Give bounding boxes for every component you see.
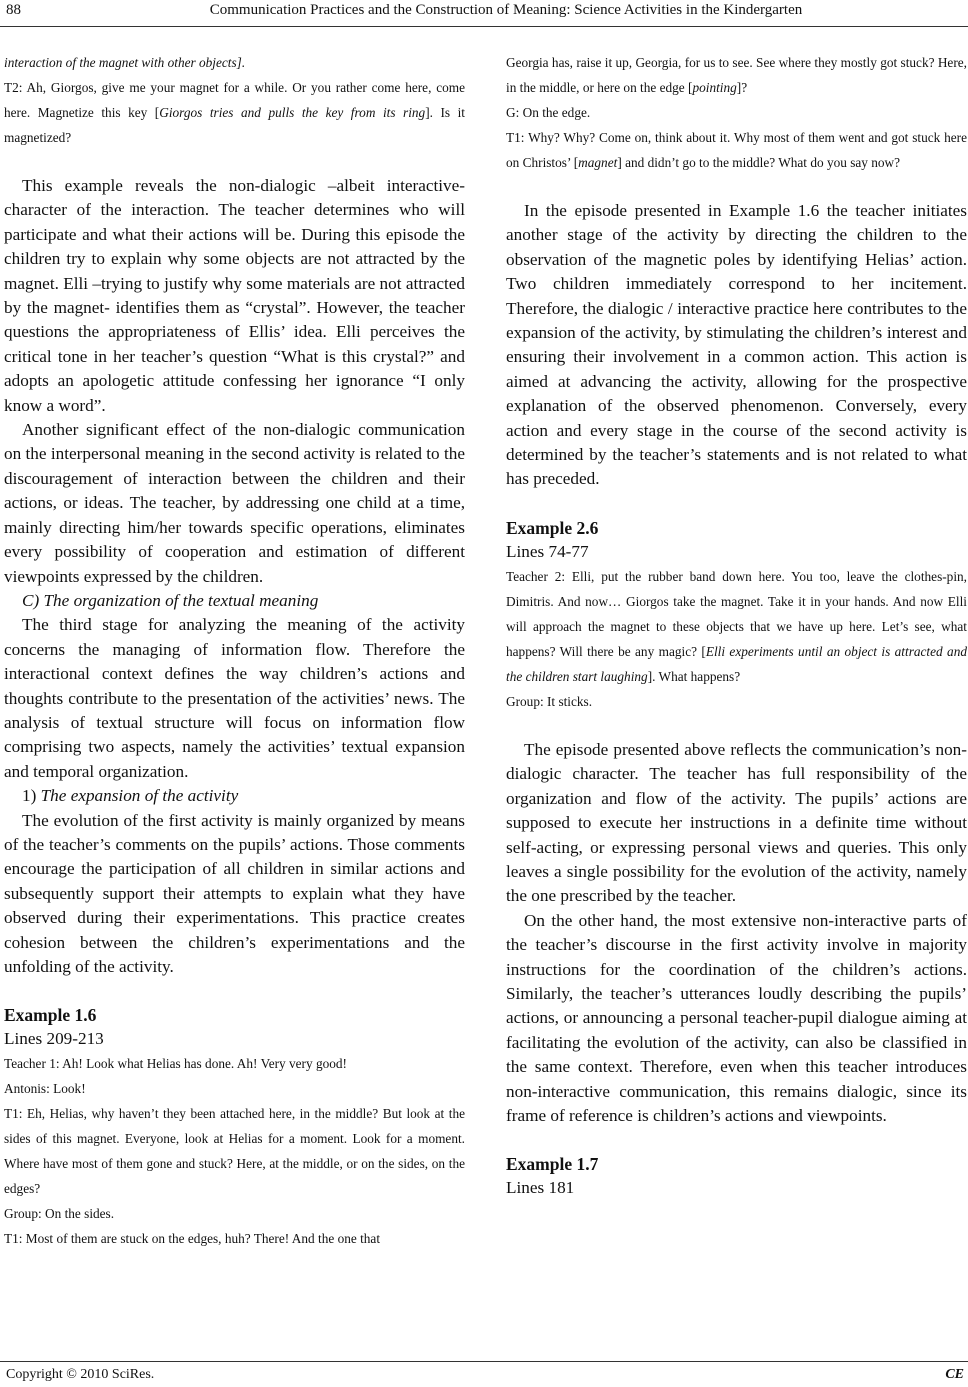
running-title: Communication Practices and the Construction of Meaning: Science Activities in the Kindergarten (209, 2, 803, 18)
paragraph: The episode presented above reflects the communication’s non-dialogic character. The teacher has full responsibility of the organization and flow of the activity. The pupils’ actions are supposed to execute her instructions in a definite time without self-acting, or expressing personal views and queries. This only leaves a single possibility for the evolution of the activity, namely the one prescribed by the teacher. (506, 739, 967, 906)
example-title: Example 1.6 (4, 1005, 97, 1026)
example-lines: Lines 74-77 (506, 541, 589, 561)
transcript-line: T1: Eh, Helias, why haven’t they been attached here, in the middle? But look at the sides of this magnet. Everyone, look at Helias for a moment. Look for a moment. Where have most of them gone and stuck? Here, at the middle, or on the sides, on the edges? (4, 1106, 465, 1197)
transcript-line: Teacher 1: Ah! Look what Helias has done. Ah! Very very good! (4, 1056, 347, 1072)
page-footer (0, 1361, 968, 1387)
example-lines: Lines 209-213 (4, 1029, 104, 1049)
right-column (506, 50, 967, 1200)
transcript-line: Group: It sticks. (506, 693, 593, 709)
transcript-line: G: On the edge. (506, 105, 591, 120)
running-header (0, 0, 968, 27)
left-column (4, 50, 465, 1251)
copyright-notice: Copyright © 2010 SciRes. (6, 1367, 155, 1382)
transcript-line: interaction of the magnet with other objects]. (4, 55, 246, 70)
paragraph: Another significant effect of the non-dialogic communication on the interpersonal meaning in the second activity is related to the discouragement of interaction between the children and their actions, or ideas. The teacher, by addressing one child at a time, mainly directing him/her towards specific operations, eliminates every possibility of cooperation and estimation of different viewpoints expressed by the children. (4, 420, 465, 586)
transcript-line: Georgia has, raise it up, Georgia, for us to see. See where they mostly got stuck? Here, in the middle, or here on the edge [pointing]? (506, 55, 967, 95)
paragraph: The evolution of the first activity is mainly organized by means of the teacher’s comments on the pupils’ actions. Those comments encourage the participation of all children in similar actions and subsequently support their attempts to explain what they have observed during their experimentations. This practice creates cohesion between the children’s experimentations and the unfolding of the activity. (4, 810, 465, 976)
transcript-line: Antonis: Look! (4, 1081, 86, 1097)
transcript-line: Teacher 2: Elli, put the rubber band down here. You too, leave the clothes-pin, Dimitris. And now… Giorgos take the magnet. Take it in your hands. And now Elli will approach the magnet to these objects that we have up here. Let’s see, what happens? Will there be any magic? [Elli experiments until an object is attracted and the children start laughing]. What happens? (506, 568, 967, 684)
section-heading: C) The organization of the textual meaning (22, 590, 319, 610)
paragraph: On the other hand, the most extensive non-interactive parts of the teacher’s discourse in the first activity involve in majority instructions for the coordination of the children’s actions. Similarly, the teacher’s utterances loudly describing the pupils’ actions, or announcing a personal teacher-pupil dialogue aiming at facilitating the evolution of the activity, can also be classified in the same context. Therefore, even when this teacher introduces non-interactive communication, this remains dialogic, since its frame of reference is children’s actions and viewpoints. (506, 910, 967, 1125)
journal-abbreviation: CE (945, 1367, 964, 1382)
example-title: Example 1.7 (506, 1154, 599, 1175)
paragraph: In the episode presented in Example 1.6 the teacher initiates another stage of the activity by directing the children to the observation of the magnetic poles by identifying Helias’ action. Two children immediately correspond to her incitement. Therefore, the dialogic / interactive practice here contributes to the expansion of the activity, by stimulating the children’s interest and ensuring their involvement in a common action. This action is aimed at advancing the activity, allowing for the prospective explanation of the observed phenomenon. Conversely, every action and every stage in the course of the second activity is determined by the teacher’s statements and is not related to what has preceded. (506, 201, 967, 489)
transcript-line: T2: Ah, Giorgos, give me your magnet for a while. Or you rather come here, come here. Magnetize this key [Giorgos tries and pulls the key from its ring]. Is it magnetized? (4, 80, 465, 145)
page-number: 88 (6, 2, 21, 18)
transcript-line: Group: On the sides. (4, 1206, 115, 1222)
transcript-line: T1: Most of them are stuck on the edges, huh? There! And the one that (4, 1231, 381, 1247)
transcript-line: T1: Why? Why? Come on, think about it. Why most of them went and got stuck here on Christos’ [magnet] and didn’t go to the middle? What do you say now? (506, 130, 967, 170)
subsection-heading: 1) The expansion of the activity (22, 786, 239, 806)
example-title: Example 2.6 (506, 517, 599, 538)
paragraph: This example reveals the non-dialogic –albeit interactive- character of the interaction. The teacher determines who will participate and what their actions will be. During this episode the children try to explain why some objects are not attracted by the magnet. Elli –trying to justify why some materials are not attracted by the magnet- identifies them as “crystal”. However, the teacher questions the appropriateness of Ellis’ idea. Elli perceives the critical tone in her teacher’s question “What is this crystal?” and adopts an apologetic attitude confessing her ignorance “I only know a word”. (4, 176, 465, 415)
example-lines: Lines 181 (506, 1178, 575, 1198)
paragraph: The third stage for analyzing the meaning of the activity concerns the managing of information flow. Therefore the interactional context defines the way children’s actions and thoughts contribute to the presentation of the activities’ news. The analysis of textual structure will focus on information flow comprising two aspects, namely the activities’ textual expansion and temporal organization. (4, 615, 465, 781)
